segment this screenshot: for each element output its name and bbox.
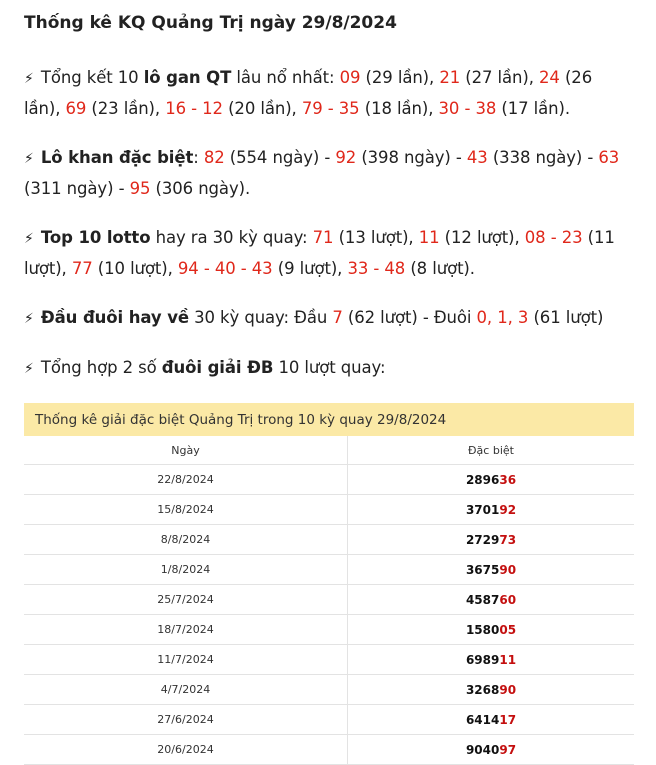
highlight-number: 16 - 12 — [165, 99, 223, 118]
highlight-number: 77 — [71, 259, 93, 278]
text: lâu nổ nhất: — [231, 68, 340, 87]
count-note: (306 ngày). — [150, 179, 251, 198]
prize-head-digits: 3268 — [465, 682, 500, 697]
table-caption: Thống kê giải đặc biệt Quảng Trị trong 10 kỳ quay 29/8/2024 — [24, 403, 634, 436]
special-prize-cell — [348, 645, 635, 675]
bold-term: đuôi giải ĐB — [161, 358, 274, 377]
prize-head-digits: 6989 — [465, 652, 500, 667]
paragraph-dau-duoi — [24, 303, 632, 334]
text: Tổng hợp 2 số — [40, 358, 162, 377]
date-cell: 20/6/2024 — [24, 735, 348, 765]
highlight-number: 7 — [332, 308, 343, 327]
count-note: (20 lần), — [222, 99, 302, 118]
prize-head-digits: 6414 — [465, 712, 500, 727]
special-prize-cell — [348, 705, 635, 735]
count-note: (61 lượt) — [528, 308, 604, 327]
paragraph-lo-gan — [24, 63, 632, 124]
paragraph-top-lotto — [24, 223, 632, 284]
highlight-number: 95 — [129, 179, 151, 198]
date-cell: 27/6/2024 — [24, 705, 348, 735]
prize-head-digits: 3701 — [465, 502, 500, 517]
lightning-bolt-icon: ⚡ — [24, 151, 34, 167]
count-note: (12 lượt), — [439, 228, 525, 247]
special-prize-table — [24, 403, 634, 765]
column-header-date: Ngày — [24, 436, 348, 465]
count-note: (10 lượt), — [92, 259, 178, 278]
table-row — [24, 705, 634, 735]
lightning-bolt-icon: ⚡ — [24, 361, 34, 377]
date-cell: 18/7/2024 — [24, 615, 348, 645]
special-prize-cell — [348, 555, 635, 585]
special-prize-cell — [348, 525, 635, 555]
highlight-number: 21 — [439, 68, 461, 87]
highlight-number: 30 - 38 — [438, 99, 497, 118]
prize-tail-digits: 36 — [499, 472, 517, 487]
count-note: (9 lượt), — [272, 259, 348, 278]
special-prize-cell — [348, 615, 635, 645]
text: Tổng kết 10 — [40, 68, 144, 87]
special-prize-cell — [348, 465, 635, 495]
table-row — [24, 465, 634, 495]
highlight-number: 94 - 40 - 43 — [177, 259, 273, 278]
prize-head-digits: 1580 — [465, 622, 500, 637]
highlight-number: 0, 1, 3 — [476, 308, 529, 327]
results-table — [24, 436, 634, 765]
date-cell: 1/8/2024 — [24, 555, 348, 585]
count-note: (8 lượt). — [405, 259, 475, 278]
paragraph-lo-khan — [24, 143, 632, 204]
special-prize-cell — [348, 735, 635, 765]
count-note: (26 lần), — [24, 68, 593, 118]
prize-tail-digits: 90 — [499, 562, 517, 577]
prize-tail-digits: 97 — [499, 742, 517, 757]
special-prize-cell — [348, 585, 635, 615]
highlight-number: 43 — [466, 148, 488, 167]
lightning-bolt-icon: ⚡ — [24, 311, 34, 327]
prize-tail-digits: 92 — [499, 502, 517, 517]
prize-head-digits: 2896 — [465, 472, 500, 487]
text: 10 lượt quay: — [273, 358, 386, 377]
count-note: (62 lượt) - Đuôi — [342, 308, 477, 327]
prize-tail-digits: 05 — [499, 622, 517, 637]
highlight-number: 33 - 48 — [347, 259, 406, 278]
special-prize-cell — [348, 675, 635, 705]
highlight-number: 92 — [335, 148, 357, 167]
prize-head-digits: 4587 — [465, 592, 500, 607]
highlight-number: 69 — [65, 99, 87, 118]
table-row — [24, 585, 634, 615]
table-row — [24, 495, 634, 525]
prize-tail-digits: 60 — [499, 592, 517, 607]
count-note: (18 lần), — [359, 99, 439, 118]
table-header-row — [24, 436, 634, 465]
prize-head-digits: 9040 — [465, 742, 500, 757]
table-row — [24, 615, 634, 645]
text: hay ra 30 kỳ quay: — [150, 228, 313, 247]
date-cell: 22/8/2024 — [24, 465, 348, 495]
table-row — [24, 645, 634, 675]
table-row — [24, 675, 634, 705]
highlight-number: 71 — [312, 228, 334, 247]
highlight-number: 79 - 35 — [301, 99, 360, 118]
special-prize-cell — [348, 495, 635, 525]
table-body — [24, 465, 634, 765]
prize-tail-digits: 17 — [499, 712, 517, 727]
bold-term: Đầu đuôi hay về — [40, 308, 189, 327]
table-row — [24, 555, 634, 585]
prize-tail-digits: 90 — [499, 682, 517, 697]
date-cell: 11/7/2024 — [24, 645, 348, 675]
prize-head-digits: 3675 — [465, 562, 500, 577]
highlight-number: 11 — [418, 228, 440, 247]
count-note: (554 ngày) - — [224, 148, 336, 167]
bold-term: Top 10 lotto — [40, 228, 151, 247]
date-cell: 8/8/2024 — [24, 525, 348, 555]
count-note: (29 lần), — [360, 68, 440, 87]
paragraph-tong-hop — [24, 353, 632, 384]
date-cell: 15/8/2024 — [24, 495, 348, 525]
count-note: (338 ngày) - — [487, 148, 599, 167]
prize-tail-digits: 11 — [499, 652, 517, 667]
text: : — [193, 148, 204, 167]
highlight-number: 82 — [203, 148, 225, 167]
highlight-number: 08 - 23 — [524, 228, 583, 247]
lightning-bolt-icon: ⚡ — [24, 231, 34, 247]
prize-head-digits: 2729 — [465, 532, 500, 547]
highlight-number: 63 — [598, 148, 620, 167]
text: 30 kỳ quay: Đầu — [188, 308, 333, 327]
date-cell: 4/7/2024 — [24, 675, 348, 705]
bold-term: lô gan QT — [143, 68, 232, 87]
column-header-special: Đặc biệt — [348, 436, 635, 465]
bold-term: Lô khan đặc biệt — [40, 148, 194, 167]
count-note: (23 lần), — [86, 99, 166, 118]
table-row — [24, 735, 634, 765]
count-note: (311 ngày) - — [24, 179, 130, 198]
lightning-bolt-icon: ⚡ — [24, 71, 34, 87]
highlight-number: 09 — [339, 68, 361, 87]
highlight-number: 24 — [539, 68, 560, 87]
count-note: (17 lần). — [496, 99, 571, 118]
table-row — [24, 525, 634, 555]
count-note: (13 lượt), — [333, 228, 419, 247]
count-note: (27 lần), — [460, 68, 540, 87]
prize-tail-digits: 73 — [499, 532, 517, 547]
date-cell: 25/7/2024 — [24, 585, 348, 615]
count-note: (11 lượt), — [24, 228, 615, 278]
count-note: (398 ngày) - — [356, 148, 467, 167]
page-title: Thống kê KQ Quảng Trị ngày 29/8/2024 — [24, 13, 397, 33]
